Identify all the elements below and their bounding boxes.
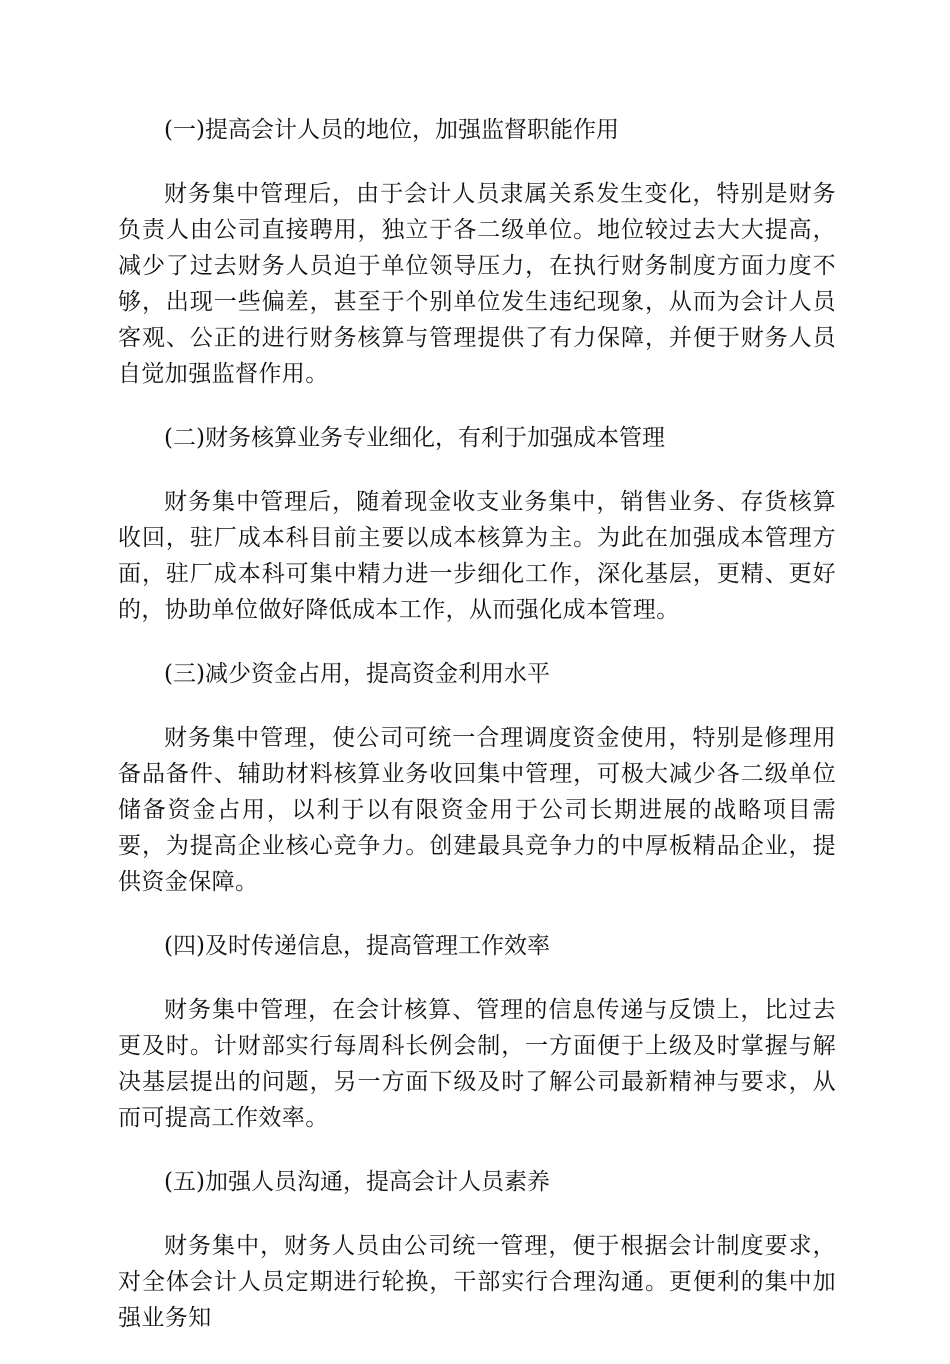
section-heading-3: (三)减少资金占用，提高资金利用水平: [164, 661, 550, 687]
section-paragraph-4: 财务集中管理，在会计核算、管理的信息传递与反馈上，比过去更及时。计财部实行每周科长例会制，一方面便于上级及时掌握与解决基层提出的问题，另一方面下级及时了解公司最新精神与要求，从而可提高工作效率。: [118, 997, 836, 1131]
section-heading-1: (一)提高会计人员的地位，加强监督职能作用: [164, 117, 619, 143]
section-heading-2: (二)财务核算业务专业细化，有利于加强成本管理: [164, 425, 665, 451]
section-paragraph-5: 财务集中，财务人员由公司统一管理，便于根据会计制度要求，对全体会计人员定期进行轮换，干部实行合理沟通。更便利的集中加强业务知: [118, 1233, 836, 1331]
section-heading-4: (四)及时传递信息，提高管理工作效率: [164, 933, 550, 959]
section-paragraph-2: 财务集中管理后，随着现金收支业务集中，销售业务、存货核算收回，驻厂成本科目前主要以成本核算为主。为此在加强成本管理方面，驻厂成本科可集中精力进一步细化工作，深化基层，更精、更好的，协助单位做好降低成本工作，从而强化成本管理。: [118, 489, 836, 623]
section-paragraph-3: 财务集中管理，使公司可统一合理调度资金使用，特别是修理用备品备件、辅助材料核算业务收回集中管理，可极大减少各二级单位储备资金占用，以利于以有限资金用于公司长期进展的战略项目需要，为提高企业核心竞争力。创建最具竞争力的中厚板精品企业，提供资金保障。: [118, 725, 836, 895]
section-paragraph-1: 财务集中管理后，由于会计人员隶属关系发生变化，特别是财务负责人由公司直接聘用，独立于各二级单位。地位较过去大大提高，减少了过去财务人员迫于单位领导压力，在执行财务制度方面力度不够，出现一些偏差，甚至于个别单位发生违纪现象，从而为会计人员客观、公正的进行财务核算与管理提供了有力保障，并便于财务人员自觉加强监督作用。: [118, 181, 836, 387]
section-heading-5: (五)加强人员沟通，提高会计人员素养: [164, 1169, 550, 1195]
document-body: [118, 112, 836, 1364]
